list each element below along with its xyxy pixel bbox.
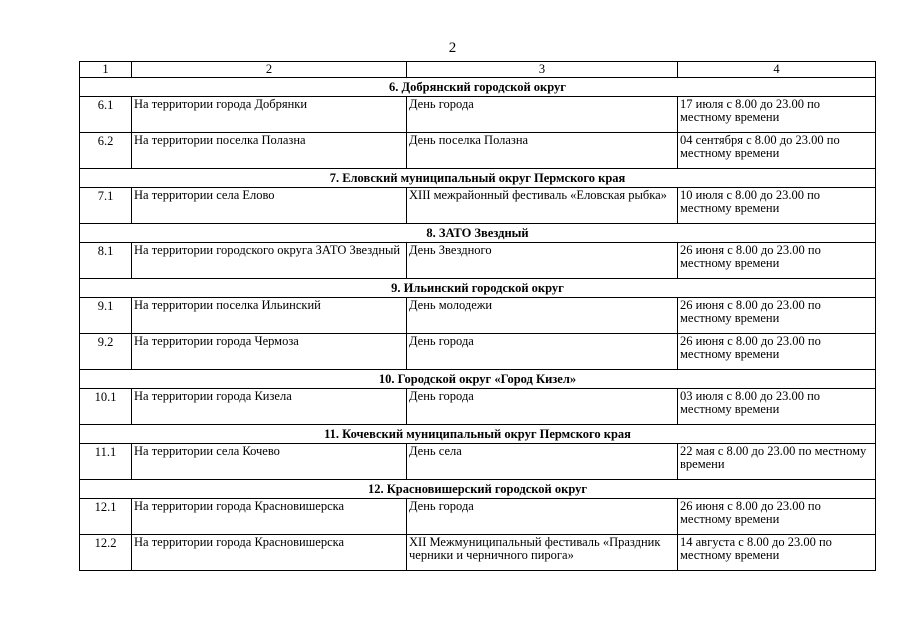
section-header [80, 224, 876, 243]
row-number: 9.1 [80, 298, 132, 334]
row-territory: На территории города Кизела [132, 389, 407, 425]
row-territory: На территории города Красновишерска [132, 499, 407, 535]
row-time: 26 июня с 8.00 до 23.00 по местному времени [678, 298, 876, 334]
section-header [80, 169, 876, 188]
row-territory: На территории города Чермоза [132, 334, 407, 370]
section-header [80, 279, 876, 298]
section-title: 8. ЗАТО Звездный [80, 224, 876, 243]
row-territory: На территории города Красновишерска [132, 535, 407, 571]
table-row [80, 499, 876, 535]
row-number: 8.1 [80, 243, 132, 279]
row-event: День города [407, 499, 678, 535]
row-event: День города [407, 97, 678, 133]
table-row [80, 389, 876, 425]
row-event: День города [407, 389, 678, 425]
row-number: 12.1 [80, 499, 132, 535]
row-territory: На территории поселка Ильинский [132, 298, 407, 334]
row-event: День села [407, 444, 678, 480]
row-event: День поселка Полазна [407, 133, 678, 169]
row-event: День Звездного [407, 243, 678, 279]
events-table [79, 61, 876, 571]
page-number: 2 [448, 40, 457, 56]
row-number: 11.1 [80, 444, 132, 480]
row-event: XIII межрайонный фестиваль «Еловская рыбка» [407, 188, 678, 224]
row-time: 26 июня с 8.00 до 23.00 по местному времени [678, 334, 876, 370]
table-row [80, 444, 876, 480]
row-time: 14 августа с 8.00 до 23.00 по местному времени [678, 535, 876, 571]
section-title: 12. Красновишерский городской округ [80, 480, 876, 499]
section-title: 10. Городской округ «Город Кизел» [80, 370, 876, 389]
table-row [80, 334, 876, 370]
row-number: 6.1 [80, 97, 132, 133]
row-number: 10.1 [80, 389, 132, 425]
section-header [80, 425, 876, 444]
section-header [80, 78, 876, 97]
row-time: 17 июля с 8.00 до 23.00 по местному времени [678, 97, 876, 133]
table-row [80, 298, 876, 334]
section-title: 9. Ильинский городской округ [80, 279, 876, 298]
row-time: 22 мая с 8.00 до 23.00 по местному времени [678, 444, 876, 480]
row-event: День города [407, 334, 678, 370]
row-time: 10 июля с 8.00 до 23.00 по местному времени [678, 188, 876, 224]
row-event: День молодежи [407, 298, 678, 334]
row-number: 7.1 [80, 188, 132, 224]
row-territory: На территории села Елово [132, 188, 407, 224]
row-time: 04 сентября с 8.00 до 23.00 по местному времени [678, 133, 876, 169]
row-number: 9.2 [80, 334, 132, 370]
table-row [80, 97, 876, 133]
column-number-2: 2 [132, 62, 407, 78]
row-time: 26 июня с 8.00 до 23.00 по местному времени [678, 243, 876, 279]
section-header [80, 370, 876, 389]
row-time: 03 июля с 8.00 до 23.00 по местному времени [678, 389, 876, 425]
row-territory: На территории городского округа ЗАТО Звездный [132, 243, 407, 279]
section-title: 11. Кочевский муниципальный округ Пермского края [80, 425, 876, 444]
row-territory: На территории города Добрянки [132, 97, 407, 133]
table-row [80, 133, 876, 169]
row-number: 6.2 [80, 133, 132, 169]
column-number-1: 1 [80, 62, 132, 78]
table-row [80, 243, 876, 279]
column-number-4: 4 [678, 62, 876, 78]
row-territory: На территории поселка Полазна [132, 133, 407, 169]
column-number-3: 3 [407, 62, 678, 78]
row-territory: На территории села Кочево [132, 444, 407, 480]
table-row [80, 535, 876, 571]
section-title: 6. Добрянский городской округ [80, 78, 876, 97]
row-time: 26 июня с 8.00 до 23.00 по местному времени [678, 499, 876, 535]
row-event: XII Межмуниципальный фестиваль «Праздник черники и черничного пирога» [407, 535, 678, 571]
table-row [80, 188, 876, 224]
row-number: 12.2 [80, 535, 132, 571]
column-number-row [80, 62, 876, 78]
section-title: 7. Еловский муниципальный округ Пермского края [80, 169, 876, 188]
section-header [80, 480, 876, 499]
